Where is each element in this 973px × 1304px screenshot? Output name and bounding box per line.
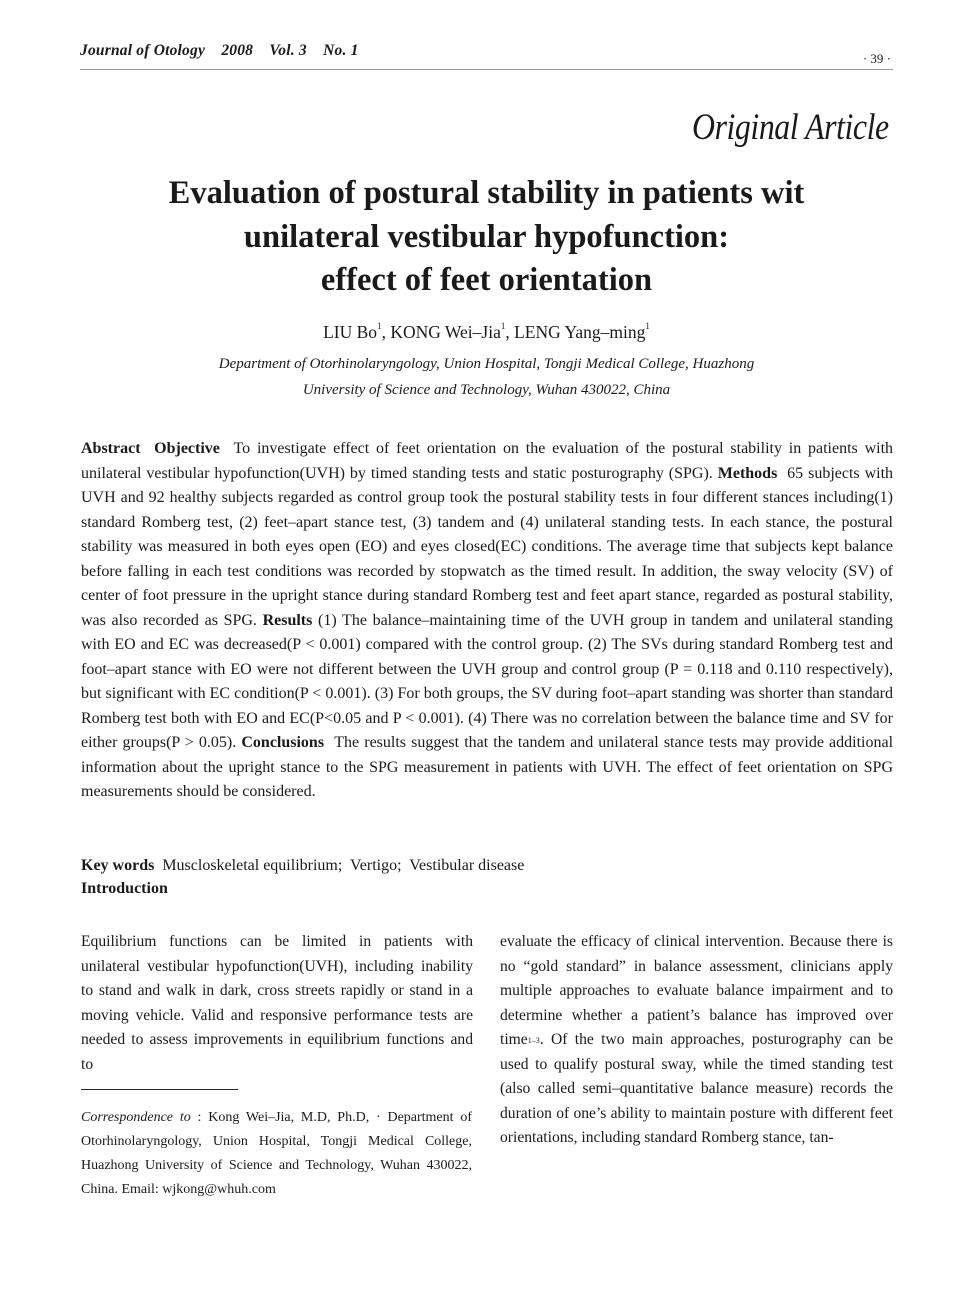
correspondence-footnote (81, 1106, 472, 1202)
affiliation-line: University of Science and Technology, Wuhan 430022, China (302, 382, 671, 398)
article-type: Original Article (692, 107, 889, 148)
title-line: effect of feet orientation (320, 262, 653, 298)
title-line: unilateral vestibular hypofunction: (243, 218, 730, 255)
affiliation-line: Department of Otorhinolaryngology, Union Hospital, Tongji Medical College, Huazhong (218, 356, 755, 372)
objective-text: To investigate effect of feet orientation on the evaluation of the postural stability in patients with unilateral vestibular hypofunction(UVH) by timed standing tests and static posturography (SPG). (81, 440, 894, 482)
methods-label: Methods (717, 464, 778, 482)
title-line: Evaluation of postural stability in patients wit (168, 175, 805, 211)
results-label: Results (262, 611, 313, 629)
body-column-right (500, 930, 893, 1151)
keywords (81, 854, 524, 878)
body-text: . Of the two main approaches, posturography can be used to qualify postural sway, while the timed standing test (also called semi–quantitative balance measure) records the duration of one’s ability to maintain posture with different feet orientations, including standard Romberg stance, tan- (500, 1031, 893, 1146)
author-name: LIU Bo (323, 322, 378, 342)
author-name: KONG Wei–Jia (390, 322, 501, 342)
conclusions-text: The results suggest that the tandem and unilateral stance tests may provide additional information about the upright stance to the SPG measurement in patients with UVH. The effect of feet orientation on SPG measurements should be considered. (81, 734, 894, 800)
body-column-left: Equilibrium functions can be limited in patients with unilateral vestibular hypofunction(UVH), including inability to stand and walk in dark, cross streets rapidly or stand in a moving vehicle. Valid and responsive performance tests are needed to assess improvements in equilibrium functions and to (81, 933, 473, 1073)
conclusions-label: Conclusions (241, 734, 325, 751)
keywords-text: Muscloskeletal equilibrium; Vertigo; Vestibular disease (162, 857, 525, 874)
author-list (80, 322, 893, 343)
abstract (81, 437, 893, 805)
section-heading-introduction: Introduction (81, 880, 168, 897)
body-text: evaluate the efficacy of clinical intervention. Because there is no “gold standard” in balance assessment, clinicians apply multiple approaches to evaluate balance impairment and to determine whether a patient’s balance has improved over time (500, 933, 893, 1048)
footnote-divider (81, 1089, 238, 1090)
citation-ref: 1–3 (527, 1036, 540, 1045)
author-affil-mark: 1 (500, 321, 506, 331)
abstract-label: Abstract (81, 440, 141, 457)
correspondence-label: Correspondence to (81, 1110, 191, 1125)
results-text: (1) The balance–maintaining time of the UVH group in tandem and unilateral standing with EO and EC was decreased(P < 0.001) compared with the control group. (2) The SVs during standard Romberg test and foot–apart stance with EO were not different between the UVH group and control group (P = 0.118 and 0.110 respectively), but significant with EC condition(P < 0.001). (3) For both groups, the SV during foot–apart standing was shorter than standard Romberg test both with EO and EC(P<0.05 and P < 0.001). (4) There was no correlation between the balance time and SV for either groups(P > 0.05). (81, 611, 893, 751)
author-name: LENG Yang–ming (514, 322, 646, 342)
correspondence-text: : Kong Wei–Jia, M.D, Ph.D, · Department of Otorhinolaryngology, Union Hospital, Tongji Medical College, Huazhong University of Science and Technology, Wuhan 430022, China. Email: wjkong@whuh.com (81, 1110, 473, 1197)
page-number: · 39 · (862, 51, 891, 66)
affiliation (80, 351, 893, 403)
author-affil-mark: 1 (377, 321, 382, 331)
objective-label: Objective (154, 440, 220, 457)
keywords-label: Key words (81, 857, 155, 874)
author-affil-mark: 1 (645, 321, 650, 331)
paper-title (80, 172, 893, 303)
author-separator: , (505, 322, 515, 342)
header-divider (80, 69, 893, 70)
author-separator: , (381, 322, 391, 342)
journal-header: Journal of Otology 2008 Vol. 3 No. 1 (80, 42, 359, 59)
methods-text: 65 subjects with UVH and 92 healthy subjects regarded as control group took the postural stability tests in four different stances including(1) standard Romberg test, (2) feet–apart stance test, (3) tandem and (4) unilateral standing tests. In each stance, the postural stability was measured in both eyes open (EO) and eyes closed(EC) conditions. The average time that subjects kept balance before falling in each test conditions was recorded by stopwatch as the timed result. In addition, the sway velocity (SV) of center of foot pressure in the upright stance during standard Romberg test and feet apart stance, regarded as postural stability, was also recorded as SPG. (81, 464, 894, 629)
